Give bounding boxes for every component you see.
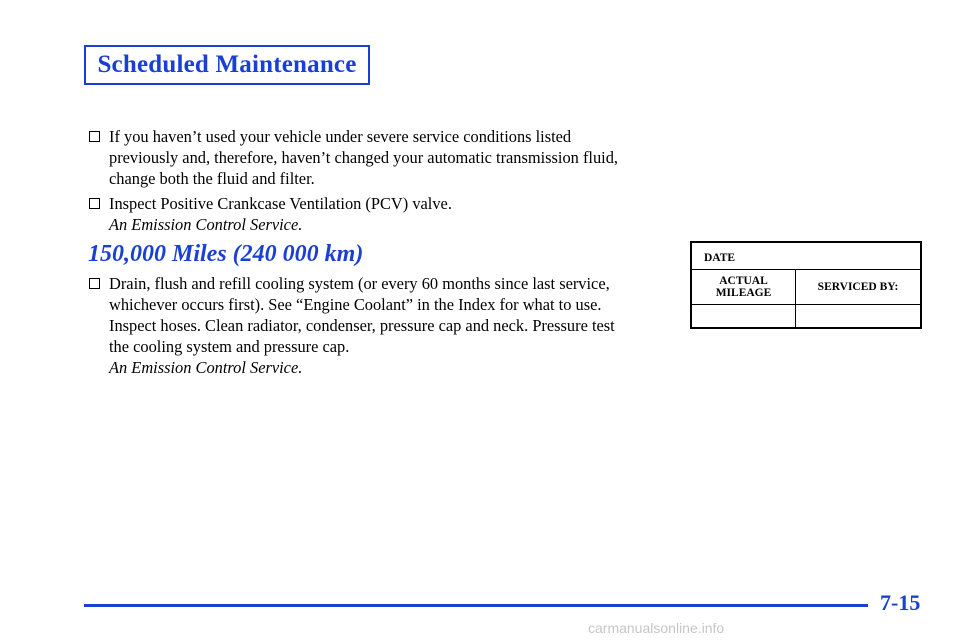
page-title: Scheduled Maintenance <box>97 51 357 78</box>
item-line: Drain, flush and refill cooling system (or every 60 months since last service, <box>109 274 610 293</box>
item-line: change both the fluid and filter. <box>109 169 315 188</box>
entry-row <box>692 305 920 329</box>
mileage-entry-cell <box>692 305 796 329</box>
emission-note: An Emission Control Service. <box>109 358 303 377</box>
page-number: 7-15 <box>880 590 921 615</box>
main-content <box>88 126 678 378</box>
checklist-item <box>88 126 678 189</box>
serviced-by-header <box>796 270 920 304</box>
checklist-item <box>88 193 678 214</box>
header-row <box>692 270 920 305</box>
serviced-by-label: SERVICED BY: <box>817 281 899 293</box>
item-line: previously and, therefore, haven’t changed your automatic transmission fluid, <box>109 148 619 167</box>
date-label: DATE <box>704 252 736 264</box>
item-line: Inspect hoses. Clean radiator, condenser, pressure cap and neck. Pressure test <box>109 316 615 335</box>
checklist-item <box>88 273 678 357</box>
footer-rule <box>84 604 868 607</box>
checkbox-icon <box>89 278 100 289</box>
watermark: carmanualsonline.info <box>588 620 725 636</box>
item-line: Inspect Positive Crankcase Ventilation (PCV) valve. <box>109 194 452 213</box>
item-line: whichever occurs first). See “Engine Coolant” in the Index for what to use. <box>109 295 602 314</box>
item-line: the cooling system and pressure cap. <box>109 337 350 356</box>
item-line: If you haven’t used your vehicle under severe service conditions listed <box>109 127 572 146</box>
section-heading: 150,000 Miles (240 000 km) <box>88 241 364 267</box>
emission-note: An Emission Control Service. <box>109 215 303 234</box>
service-record-table <box>690 241 922 329</box>
checkbox-icon <box>89 131 100 142</box>
header-box <box>84 45 370 85</box>
mileage-label: MILEAGE <box>715 287 772 299</box>
actual-mileage-header <box>692 270 796 304</box>
actual-label: ACTUAL <box>719 275 768 287</box>
checkbox-icon <box>89 198 100 209</box>
date-row <box>692 243 920 270</box>
